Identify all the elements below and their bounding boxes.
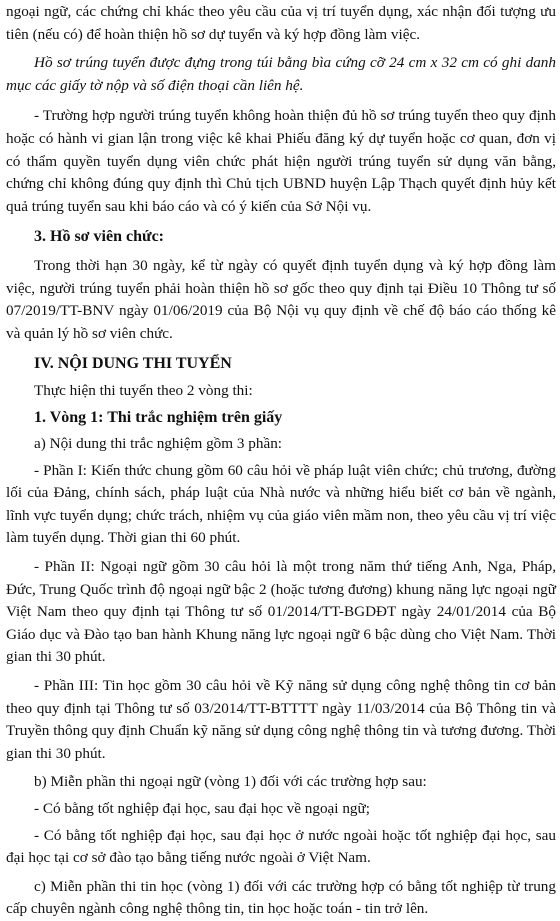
paragraph-dossier-envelope: Hồ sơ trúng tuyển được đựng trong túi bằng bìa cứng cỡ 24 cm x 32 cm có ghi danh mục các giấy tờ nộp và số điện thoại cần liên hệ. — [6, 54, 556, 94]
paragraph-incomplete-dossier: - Trường hợp người trúng tuyển không hoàn thiện đủ hồ sơ trúng tuyển theo quy định hoặc có hành vi gian lận trong việc kê khai Phiếu đăng ký dự tuyển hoặc cơ quan, đơn vị có thẩm quyền tuyển dụng viên chức phát hiện người trúng tuyển sử dụng văn bằng, chứng chỉ không đúng quy định thì Chủ tịch UBND huyện Lập Thạch quyết định hủy kết quả trúng tuyển sau khi báo cáo và có ý kiến của Sở Nội vụ. — [6, 107, 556, 215]
heading-round-1: 1. Vòng 1: Thi trắc nghiệm trên giấy — [34, 408, 283, 426]
paragraph-exempt-foreign-language: b) Miễn phần thi ngoại ngữ (vòng 1) đối với các trường hợp sau: — [34, 773, 427, 791]
paragraph-exempt-informatics: c) Miễn phần thi tin học (vòng 1) đối với các trường hợp có bằng tốt nghiệp từ trung cấp chuyên ngành công nghệ thông tin, tin học hoặc toán - tin trở lên. — [6, 877, 556, 918]
paragraph-part-3: - Phần III: Tin học gồm 30 câu hỏi về Kỹ năng sử dụng công nghệ thông tin cơ bản theo quy định tại Thông tư số 03/2014/TT-BTTTT ngày 11/03/2014 của Bộ Thông tin và Truyền thông quy định Chuẩn kỹ năng sử dụng công nghệ thông tin và tương đương. Thời gian thi 30 phút. — [6, 677, 556, 762]
paragraph-three-parts: a) Nội dung thi trắc nghiệm gồm 3 phần: — [34, 435, 283, 453]
paragraph-exempt-case-2: - Có bằng tốt nghiệp đại học, sau đại học ở nước ngoài hoặc tốt nghiệp đại học, sau đại học tại cơ sở đào tạo bằng tiếng nước ngoài ở Việt Nam. — [6, 826, 556, 867]
paragraph-documents-continuation: ngoại ngữ, các chứng chỉ khác theo yêu cầu của vị trí tuyển dụng, xác nhận đối tượng ưu tiên (nếu có) để hoàn thiện hồ sơ dự tuyển và ký hợp đồng làm việc. — [6, 3, 556, 43]
paragraph-exempt-case-1: - Có bằng tốt nghiệp đại học, sau đại học về ngoại ngữ; — [34, 800, 370, 817]
paragraph-part-2: - Phần II: Ngoại ngữ gồm 30 câu hỏi là một trong năm thứ tiếng Anh, Nga, Pháp, Đức, Trung Quốc trình độ ngoại ngữ bậc 2 (hoặc tương đương) khung năng lực ngoại ngữ Việt Nam theo quy định tại Thông tư số 01/2014/TT-BGDĐT ngày 24/01/2014 của Bộ Giáo dục và Đào tạo ban hành Khung năng lực ngoại ngữ 6 bậc dùng cho Việt Nam. Thời gian thi 30 phút. — [6, 558, 556, 666]
paragraph-dossier-deadline: Trong thời hạn 30 ngày, kể từ ngày có quyết định tuyển dụng và ký hợp đồng làm việc, người trúng tuyển phải hoàn thiện hồ sơ gốc theo quy định tại Điều 10 Thông tư số 07/2019/TT-BNV ngày 01/06/2019 của Bộ Nội vụ quy định về chế độ báo cáo thống kê và quản lý hồ sơ viên chức. — [6, 256, 556, 342]
paragraph-part-1: - Phần I: Kiến thức chung gồm 60 câu hỏi về pháp luật viên chức; chủ trương, đường lối của Đảng, chính sách, pháp luật của Nhà nước và những hiểu biết cơ bản về ngành, lĩnh vực tuyển dụng; chức trách, nhiệm vụ của giáo viên mầm non, theo yêu cầu vị trí việc làm tuyển dụng. Thời gian thi 60 phút. — [6, 461, 556, 547]
heading-civil-servant-dossier: 3. Hồ sơ viên chức: — [34, 228, 165, 246]
heading-exam-content: IV. NỘI DUNG THI TUYỂN — [34, 355, 232, 373]
paragraph-two-rounds: Thực hiện thi tuyển theo 2 vòng thi: — [34, 381, 253, 399]
